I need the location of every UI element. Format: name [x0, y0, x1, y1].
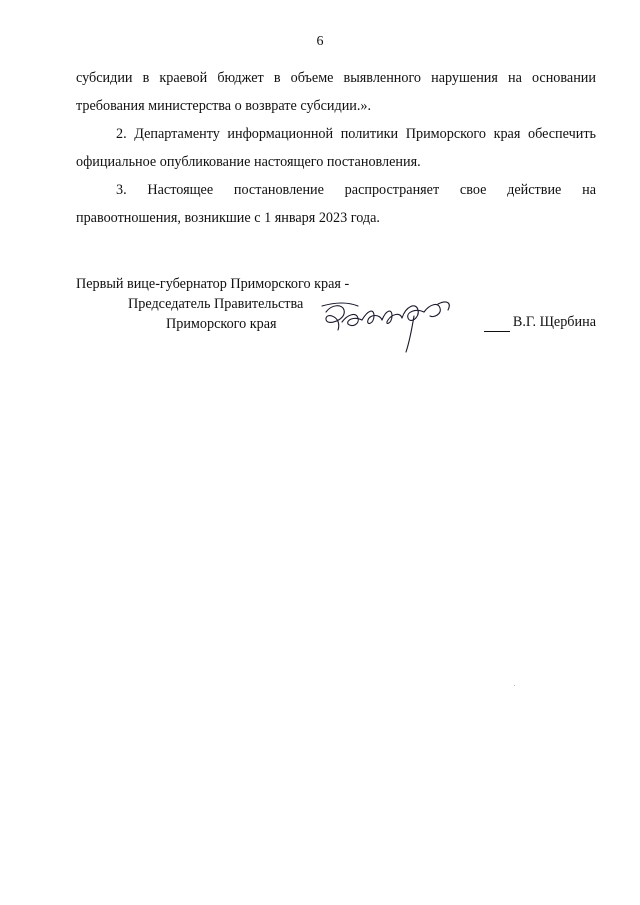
handwritten-signature — [318, 294, 468, 354]
signature-block — [76, 276, 600, 356]
signatory-name: В.Г. Щербина — [512, 314, 596, 330]
scan-artifact — [514, 685, 515, 686]
paragraph-item-2: 2. Департаменту информационной политики Приморского края обеспечить официальное опубликование настоящего постановления. — [76, 126, 596, 170]
page-number: 6 — [316, 34, 324, 49]
paragraph-item-3: 3. Настоящее постановление распространяет свое действие на правоотношения, возникшие с 1 января 2023 года. — [76, 182, 596, 226]
paragraph-continuation: субсидии в краевой бюджет в объеме выявленного нарушения на основании требования министерства о возврате субсидии.». — [76, 70, 596, 114]
signatory-title-line-2: Председатель Правительства — [128, 296, 304, 312]
signatory-title-line-3: Приморского края — [166, 316, 277, 332]
signature-underline — [484, 331, 510, 332]
document-body — [76, 64, 596, 232]
signatory-title-line-1: Первый вице-губернатор Приморского края - — [76, 276, 350, 292]
